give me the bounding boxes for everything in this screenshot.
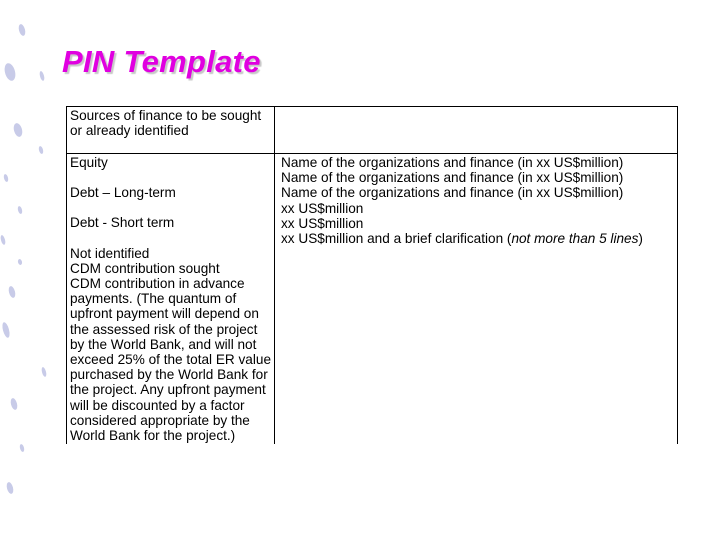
spacer (70, 200, 271, 215)
decorative-bullets-strip (0, 0, 60, 540)
row-value-debt-short: Name of the organizations and finance (in xx US$million) (281, 185, 624, 201)
spacer (70, 170, 271, 185)
header-cell-sources: Sources of finance to be sought or already identified (67, 107, 275, 154)
spacer (70, 231, 271, 246)
row-value-cdm-advance-prefix: xx US$million and a brief clarification ( (281, 231, 512, 247)
row-value-not-identified: xx US$million (281, 200, 364, 216)
row-label-equity: Equity (70, 155, 108, 170)
labels-cell (67, 154, 275, 445)
row-label-cdm-sought: CDM contribution sought (70, 260, 220, 276)
row-value-debt-long: Name of the organizations and finance (in xx US$million) (281, 170, 624, 186)
header-cell-empty (275, 107, 678, 154)
slide-title: PIN Template (62, 44, 261, 79)
row-label-not-identified: Not identified (70, 245, 150, 261)
row-value-cdm-advance-italic: not more than 5 lines (511, 231, 639, 247)
row-value-equity: Name of the organizations and finance (in xx US$million) (281, 155, 624, 170)
values-cell (275, 154, 678, 445)
row-value-cdm-advance-suffix: ) (638, 231, 643, 247)
table-header-row (67, 107, 678, 154)
row-value-cdm-advance (281, 231, 674, 246)
pin-finance-table (66, 106, 678, 444)
table-body-row (67, 154, 678, 445)
row-value-cdm-sought: xx US$million (281, 215, 364, 231)
row-label-debt-long: Debt – Long-term (70, 185, 176, 201)
row-label-debt-short: Debt - Short term (70, 215, 175, 231)
row-label-cdm-advance: CDM contribution in advance payments. (The quantum of upfront payment will depend on the assessed risk of the project by the World Bank, and will not exceed 25% of the total ER value purchased by the World Bank for the project. Any upfront payment will be discounted by a factor considered appropriate by the World Bank for the project.) (70, 276, 275, 444)
